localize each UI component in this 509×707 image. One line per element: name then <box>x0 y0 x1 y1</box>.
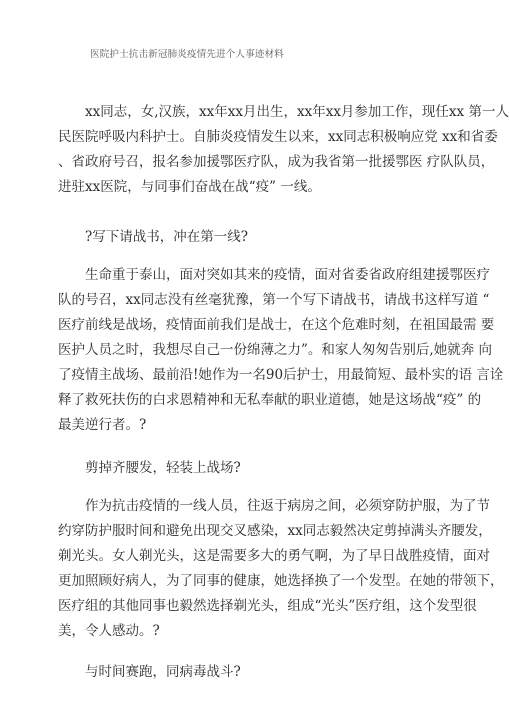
paragraph-line: 医护人员之时，我想尽自己一份绵薄之力”。和家人匆匆告别后,她就奔 向 <box>58 342 492 358</box>
section-heading-haircut: 剪掉齐腰发，轻装上战场? <box>85 460 241 476</box>
paragraph-petition <box>58 263 504 438</box>
paragraph-line: 剃光头。女人剃光头，这是需要多大的勇气啊，为了早日战胜疫情，面对 <box>58 548 490 564</box>
paragraph-line: 队的号召，xx同志没有丝毫犹豫，第一个写下请战书，请战书这样写道 “ <box>58 292 490 308</box>
paragraph-line: 医疗前线是战场，疫情面前我们是战士，在这个危难时刻，在祖国最需 要 <box>58 317 495 333</box>
paragraph-line: 约穿防护服时间和避免出现交叉感染，xx同志毅然决定剪掉满头齐腰发， <box>58 523 492 539</box>
document-header-title: 医院护士抗击新冠肺炎疫情先进个人事迹材料 <box>90 49 285 60</box>
paragraph-line: 、省政府号召，报名参加援鄂医疗队，成为我省第一批援鄂医 疗队队员， <box>58 154 495 170</box>
paragraph-line: 生命重于泰山，面对突如其来的疫情，面对省委省政府组建援鄂医疗 <box>85 267 490 283</box>
paragraph-intro <box>58 100 509 200</box>
paragraph-line: 美，令人感动。? <box>58 623 160 639</box>
section-heading-race-time: 与时间赛跑，同病毒战斗? <box>85 664 241 680</box>
paragraph-line: 进驻xx医院，与同事们奋战在战“疫” 一线。 <box>58 179 321 195</box>
paragraph-line: xx同志，女,汉族，xx年xx月出生，xx年xx月参加工作，现任xx 第一人 <box>85 104 509 120</box>
paragraph-haircut <box>58 494 504 644</box>
paragraph-line: 民医院呼吸内科护士。自肺炎疫情发生以来，xx同志积极响应党 xx和省委 <box>58 129 498 145</box>
paragraph-line: 释了救死扶伤的白求恩精神和无私奉献的职业道德，她是这场战“疫” 的 <box>58 392 482 408</box>
paragraph-line: 作为抗击疫情的一线人员，往返于病房之间，必须穿防护服，为了节 <box>85 498 490 514</box>
paragraph-line: 医疗组的其他同事也毅然选择剃光头，组成“光头”医疗组，这个发型很 <box>58 598 477 614</box>
section-heading-petition: ?写下请战书，冲在第一线? <box>85 229 248 245</box>
paragraph-line: 更加照顾好病人，为了同事的健康，她选择换了一个发型。在她的带领下， <box>58 573 504 589</box>
paragraph-line: 最美逆行者。? <box>58 417 147 433</box>
paragraph-line: 了疫情主战场、最前沿!她作为一名90后护士，用最简短、最朴实的语 言诠 <box>58 367 504 383</box>
